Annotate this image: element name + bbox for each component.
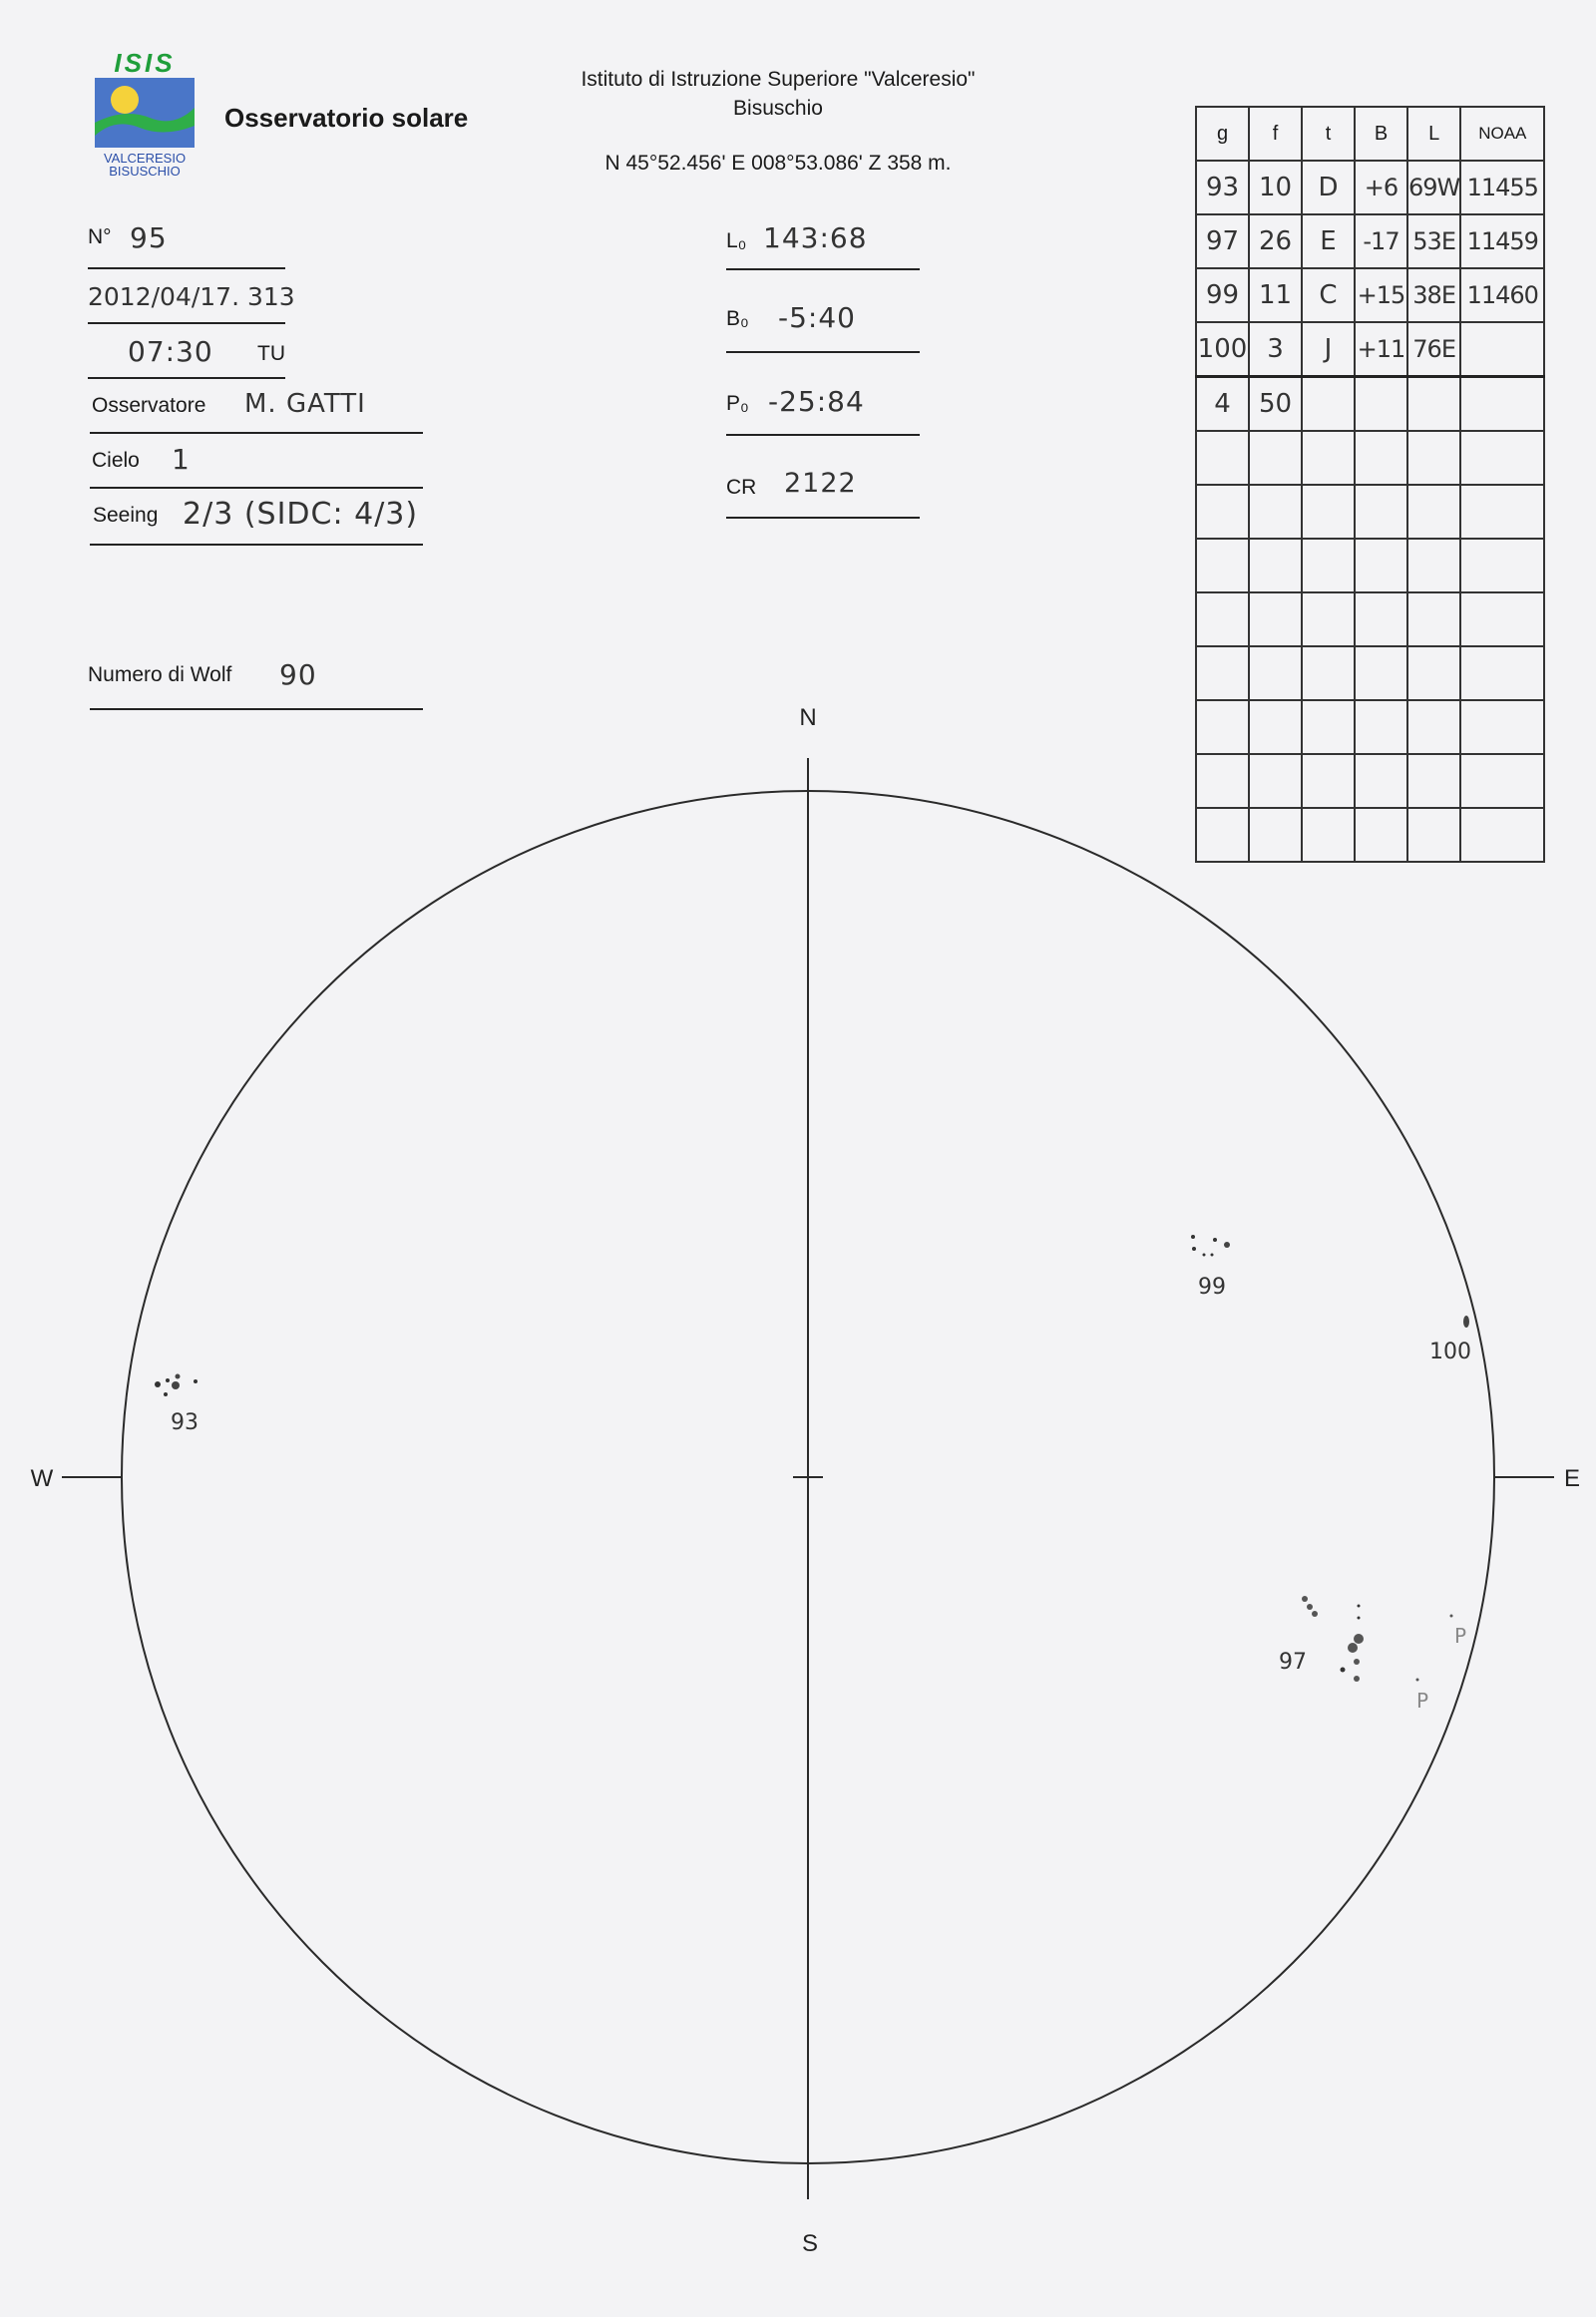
observatory-coordinates: N 45°52.456' E 008°53.086' Z 358 m. — [604, 152, 952, 175]
table-cell: +15 — [1355, 268, 1407, 322]
table-cell: 97 — [1196, 214, 1249, 268]
sunspot-group-97 — [1302, 1596, 1364, 1682]
p0-value: -25:84 — [768, 385, 865, 418]
table-cell: 11459 — [1460, 214, 1544, 268]
table-cell: -17 — [1355, 214, 1407, 268]
sky-label: Cielo — [92, 449, 140, 472]
column-header: g — [1196, 107, 1249, 161]
sunspot-group-93 — [155, 1374, 198, 1397]
table-cell: +11 — [1355, 322, 1407, 377]
b0-value: -5:40 — [778, 301, 856, 334]
table-cell: 99 — [1196, 268, 1249, 322]
table-cell: J — [1302, 322, 1355, 377]
observatory-title: Osservatorio solare — [224, 103, 469, 133]
sunspot-group-100 — [1463, 1316, 1469, 1328]
table-cell: 4 — [1196, 377, 1249, 432]
cr-label: CR — [726, 476, 757, 499]
observer-label: Osservatore — [92, 394, 206, 417]
east-label: E — [1563, 1465, 1581, 1492]
seeing-label: Seeing — [93, 504, 159, 527]
south-label: S — [801, 2230, 819, 2257]
logo-caption: VALCERESIO BISUSCHIO — [103, 151, 187, 179]
column-header: B — [1355, 107, 1407, 161]
column-header: NOAA — [1460, 107, 1544, 161]
group-label-100: 100 — [1429, 1340, 1471, 1364]
l0-label: L₀ — [726, 229, 747, 252]
cr-value: 2122 — [784, 468, 857, 499]
west-label: W — [30, 1465, 54, 1492]
table-cell: 53E — [1407, 214, 1460, 268]
table-cell: 10 — [1249, 161, 1302, 214]
time-value: 07:30 — [128, 335, 213, 368]
b0-label: B₀ — [726, 307, 749, 330]
column-header: t — [1302, 107, 1355, 161]
date-value: 2012/04/17. 313 — [88, 282, 295, 311]
group-label-99: 99 — [1198, 1275, 1226, 1300]
number-value: 95 — [130, 221, 168, 254]
table-cell: 50 — [1249, 377, 1302, 432]
table-cell: 69W — [1407, 161, 1460, 214]
time-unit: TU — [257, 342, 285, 365]
table-cell: C — [1302, 268, 1355, 322]
observer-value: M. GATTI — [244, 389, 366, 419]
table-cell: +6 — [1355, 161, 1407, 214]
p0-label: P₀ — [726, 392, 749, 415]
group-label-97: 97 — [1279, 1650, 1307, 1675]
seeing-value: 2/3 (SIDC: 4/3) — [183, 497, 419, 532]
sky-value: 1 — [172, 443, 191, 476]
l0-value: 143:68 — [763, 221, 868, 254]
group-label-93: 93 — [171, 1410, 199, 1435]
town-name: Bisuschio — [733, 97, 823, 120]
institute-name: Istituto di Istruzione Superiore "Valceresio" — [581, 68, 976, 91]
table-cell: 38E — [1407, 268, 1460, 322]
north-label: N — [799, 704, 817, 731]
sunspot-group-99 — [1191, 1235, 1230, 1257]
facula-mark — [1416, 1679, 1419, 1682]
column-header: f — [1249, 107, 1302, 161]
wolf-value: 90 — [279, 658, 317, 691]
facula-label: P — [1415, 1689, 1429, 1713]
table-cell: 93 — [1196, 161, 1249, 214]
table-cell: 26 — [1249, 214, 1302, 268]
table-cell: 76E — [1407, 322, 1460, 377]
table-cell: D — [1302, 161, 1355, 214]
facula-label: P — [1453, 1624, 1467, 1648]
table-cell: 3 — [1249, 322, 1302, 377]
table-cell: 11455 — [1460, 161, 1544, 214]
table-cell: 11 — [1249, 268, 1302, 322]
column-header: L — [1407, 107, 1460, 161]
wolf-label: Numero di Wolf — [88, 663, 232, 686]
table-cell: 11460 — [1460, 268, 1544, 322]
table-cell: E — [1302, 214, 1355, 268]
facula-mark — [1450, 1615, 1453, 1618]
table-cell: 100 — [1196, 322, 1249, 377]
number-label: N° — [88, 225, 112, 248]
logo-text: ISIS — [114, 48, 176, 78]
